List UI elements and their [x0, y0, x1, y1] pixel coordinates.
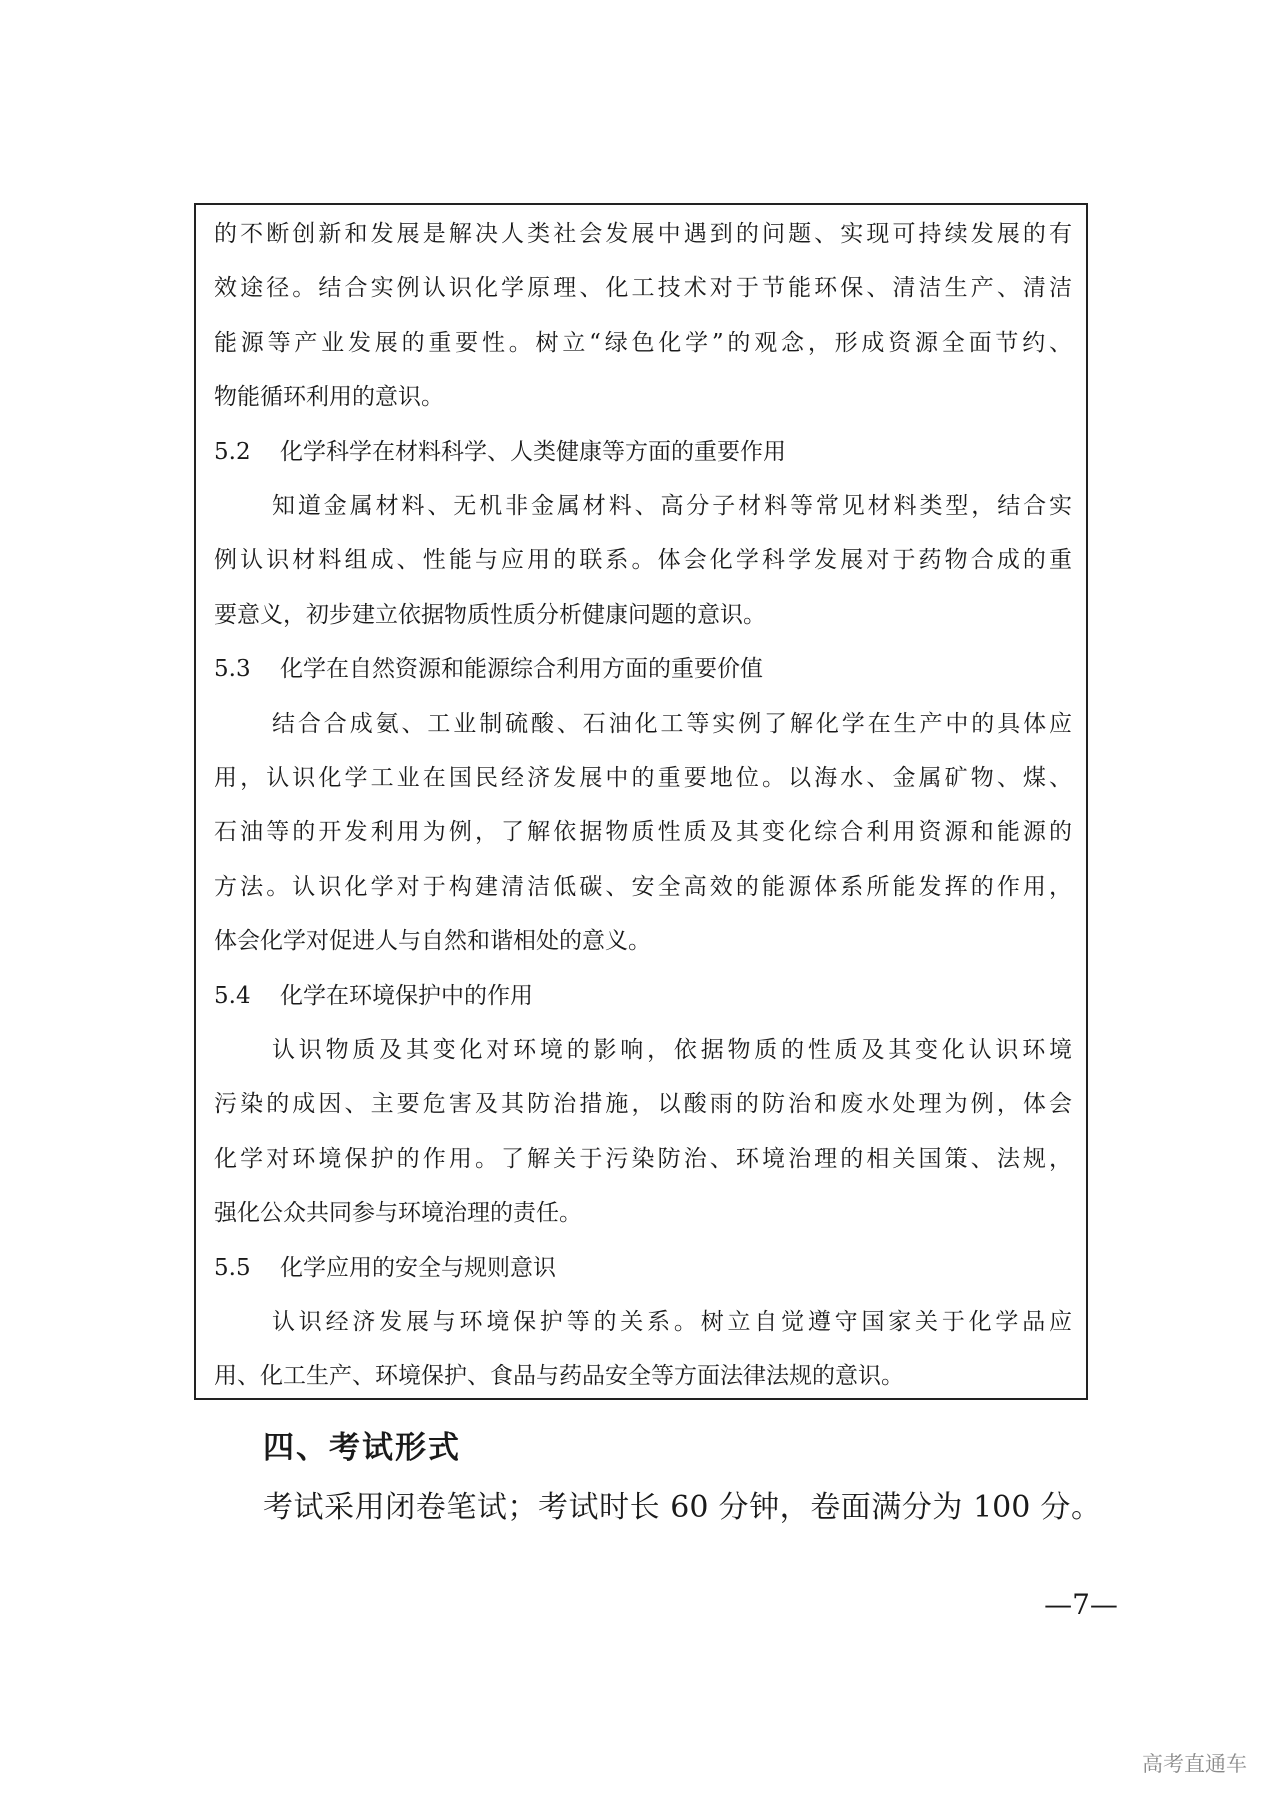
text-line: 用、化工生产、环境保护、食品与药品安全等方面法律法规的意识。: [214, 1363, 904, 1390]
text-line: 污染的成因、主要危害及其防治措施，以酸雨的防治和废水处理为例，体会: [214, 1091, 1072, 1118]
text-line: 效途径。结合实例认识化学原理、化工技术对于节能环保、清洁生产、清洁: [214, 275, 1072, 302]
subsection-title: 化学科学在材料科学、人类健康等方面的重要作用: [280, 438, 786, 465]
subsection-title: 化学在环境保护中的作用: [280, 982, 533, 1009]
text-line: 例认识材料组成、性能与应用的联系。体会化学科学发展对于药物合成的重: [214, 547, 1072, 574]
text-line: 化学对环境保护的作用。了解关于污染防治、环境治理的相关国策、法规，: [214, 1145, 1072, 1172]
text-line: 认识经济发展与环境保护等的关系。树立自觉遵守国家关于化学品应: [272, 1309, 1072, 1335]
text-line: 体会化学对促进人与自然和谐相处的意义。: [214, 928, 651, 955]
text-line: 结合合成氨、工业制硫酸、石油化工等实例了解化学在生产中的具体应: [272, 710, 1072, 737]
exam-format-text: 考试采用闭卷笔试；考试时长 60 分钟，卷面满分为 100 分。: [263, 1490, 1101, 1525]
subsection-title: 化学在自然资源和能源综合利用方面的重要价值: [280, 656, 763, 683]
text-line: 物能循环利用的意识。: [214, 384, 444, 411]
content-box: [194, 203, 1088, 1400]
subsection-heading: [214, 1241, 1072, 1296]
subsection-heading: [214, 642, 1072, 697]
text-line: 用，认识化学工业在国民经济发展中的重要地位。以海水、金属矿物、煤、: [214, 765, 1072, 791]
subsection-number: 5.4: [214, 982, 251, 1009]
watermark: 高考直通车: [1142, 1752, 1247, 1776]
text-line: 的不断创新和发展是解决人类社会发展中遇到的问题、实现可持续发展的有: [214, 221, 1072, 247]
section-heading-exam-format: 四、考试形式: [263, 1430, 461, 1466]
text-line: 方法。认识化学对于构建清洁低碳、安全高效的能源体系所能发挥的作用，: [214, 873, 1072, 900]
subsection-number: 5.2: [214, 438, 251, 465]
text-line: 认识物质及其变化对环境的影响，依据物质的性质及其变化认识环境: [272, 1037, 1072, 1063]
text-line: 知道金属材料、无机非金属材料、高分子材料等常见材料类型，结合实: [272, 493, 1072, 519]
subsection-number: 5.5: [214, 1254, 251, 1281]
page-number: —7—: [1044, 1588, 1118, 1621]
subsection-heading: [214, 425, 1072, 480]
text-line: 强化公众共同参与环境治理的责任。: [214, 1200, 582, 1227]
text-line: 要意义，初步建立依据物质性质分析健康问题的意识。: [214, 601, 766, 628]
subsection-number: 5.3: [214, 656, 251, 683]
text-line: 石油等的开发利用为例，了解依据物质性质及其变化综合利用资源和能源的: [214, 819, 1072, 846]
text-line: 能源等产业发展的重要性。树立“绿色化学”的观念，形成资源全面节约、: [214, 329, 1072, 356]
subsection-title: 化学应用的安全与规则意识: [280, 1254, 556, 1281]
subsection-heading: [214, 969, 1072, 1024]
